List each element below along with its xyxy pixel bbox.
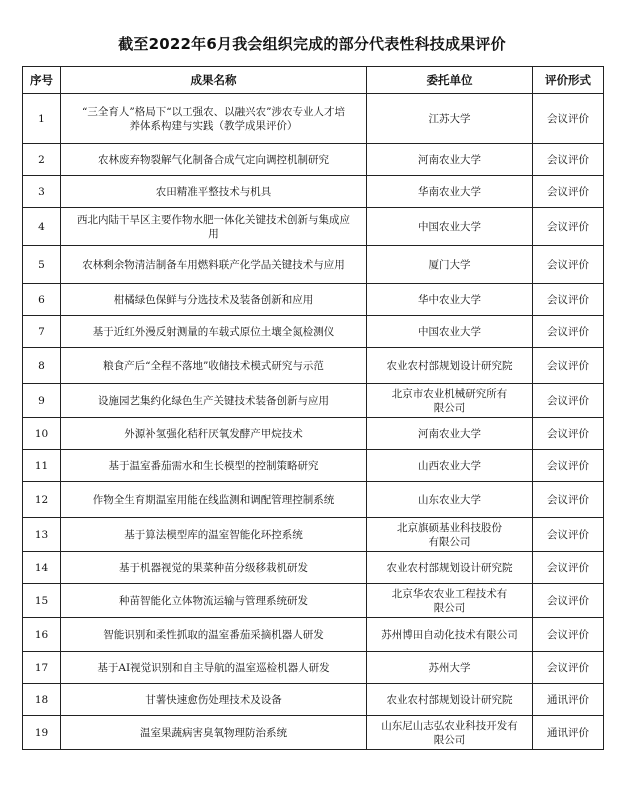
commissioning-org: 山东尼山志弘农业科技开发有限公司 xyxy=(381,719,518,746)
result-name-cell xyxy=(61,618,367,652)
evaluation-form-cell xyxy=(533,652,604,684)
evaluation-form-cell xyxy=(533,684,604,716)
result-name: 基于算法模型库的温室智能化环控系统 xyxy=(124,528,303,541)
evaluation-form-cell xyxy=(533,552,604,584)
table-row xyxy=(23,384,604,418)
result-name-cell xyxy=(61,716,367,750)
evaluation-form: 会议评价 xyxy=(547,359,589,372)
row-number-cell xyxy=(23,618,61,652)
commissioning-org: 河南农业大学 xyxy=(418,153,481,166)
header-org: 委托单位 xyxy=(367,67,533,94)
commissioning-org-cell xyxy=(367,482,533,518)
row-number: 6 xyxy=(38,293,45,306)
table-row xyxy=(23,450,604,482)
row-number: 9 xyxy=(38,394,45,407)
header-form: 评价形式 xyxy=(533,67,604,94)
row-number-cell xyxy=(23,584,61,618)
result-name-cell xyxy=(61,418,367,450)
header-no: 序号 xyxy=(23,67,61,94)
evaluation-form: 会议评价 xyxy=(547,628,589,641)
row-number-cell xyxy=(23,518,61,552)
result-name-cell xyxy=(61,144,367,176)
result-name: 西北内陆干旱区主要作物水肥一体化关键技术创新与集成应用 xyxy=(77,213,350,240)
result-name: 基于机器视觉的果菜种苗分级移栽机研发 xyxy=(119,561,308,574)
row-number-cell xyxy=(23,246,61,284)
row-number-cell xyxy=(23,176,61,208)
evaluation-form: 会议评价 xyxy=(547,427,589,440)
evaluation-form-cell xyxy=(533,208,604,246)
row-number: 2 xyxy=(38,153,45,166)
result-name: 甘薯快速愈伤处理技术及设备 xyxy=(145,693,282,706)
evaluation-form: 会议评价 xyxy=(547,493,589,506)
row-number: 7 xyxy=(38,325,45,338)
row-number: 10 xyxy=(34,427,49,440)
commissioning-org: 山西农业大学 xyxy=(418,459,481,472)
commissioning-org: 农业农村部规划设计研究院 xyxy=(386,561,513,574)
result-name-cell xyxy=(61,518,367,552)
commissioning-org-cell xyxy=(367,316,533,348)
result-name-cell xyxy=(61,552,367,584)
row-number-cell xyxy=(23,418,61,450)
evaluation-form: 会议评价 xyxy=(547,459,589,472)
row-number-cell xyxy=(23,94,61,144)
result-name: 农林剩余物清洁制备车用燃料联产化学品关键技术与应用 xyxy=(82,258,345,271)
result-name: 基于温室番茄需水和生长模型的控制策略研究 xyxy=(108,459,319,472)
result-name: 外源补氢强化秸秆厌氧发酵产甲烷技术 xyxy=(124,427,303,440)
row-number: 14 xyxy=(34,561,49,574)
commissioning-org: 华中农业大学 xyxy=(418,293,481,306)
commissioning-org-cell xyxy=(367,384,533,418)
table-row xyxy=(23,418,604,450)
result-name: 种苗智能化立体物流运输与管理系统研发 xyxy=(119,594,308,607)
row-number: 4 xyxy=(38,220,45,233)
result-name: 设施园艺集约化绿色生产关键技术装备创新与应用 xyxy=(98,394,329,407)
commissioning-org-cell xyxy=(367,684,533,716)
result-name: 智能识别和柔性抓取的温室番茄采摘机器人研发 xyxy=(103,628,324,641)
row-number-cell xyxy=(23,384,61,418)
table-row xyxy=(23,584,604,618)
row-number: 19 xyxy=(34,726,49,739)
row-number: 5 xyxy=(38,258,45,271)
evaluation-form-cell xyxy=(533,176,604,208)
row-number: 13 xyxy=(34,528,49,541)
table-row xyxy=(23,618,604,652)
commissioning-org: 华南农业大学 xyxy=(418,185,481,198)
commissioning-org-cell xyxy=(367,518,533,552)
evaluation-form-cell xyxy=(533,518,604,552)
evaluation-form: 会议评价 xyxy=(547,112,589,125)
table-row xyxy=(23,316,604,348)
evaluation-form: 会议评价 xyxy=(547,394,589,407)
evaluation-form: 会议评价 xyxy=(547,220,589,233)
commissioning-org: 农业农村部规划设计研究院 xyxy=(386,359,513,372)
evaluation-form: 会议评价 xyxy=(547,594,589,607)
row-number-cell xyxy=(23,652,61,684)
evaluation-form: 通讯评价 xyxy=(547,693,589,706)
commissioning-org: 厦门大学 xyxy=(428,258,471,271)
commissioning-org: 农业农村部规划设计研究院 xyxy=(386,693,513,706)
result-name-cell xyxy=(61,316,367,348)
result-name: 农林废弃物裂解气化制备合成气定向调控机制研究 xyxy=(98,153,329,166)
table-row xyxy=(23,652,604,684)
table-row xyxy=(23,716,604,750)
row-number-cell xyxy=(23,144,61,176)
evaluation-form: 会议评价 xyxy=(547,325,589,338)
commissioning-org: 北京华农农业工程技术有限公司 xyxy=(391,587,508,614)
row-number: 12 xyxy=(34,493,49,506)
row-number-cell xyxy=(23,552,61,584)
result-name-cell xyxy=(61,176,367,208)
table-row xyxy=(23,176,604,208)
commissioning-org: 江苏大学 xyxy=(428,112,471,125)
evaluation-form-cell xyxy=(533,144,604,176)
result-name: 温室果蔬病害臭氧物理防治系统 xyxy=(140,726,287,739)
results-table xyxy=(22,66,604,750)
commissioning-org: 苏州博田自动化技术有限公司 xyxy=(381,628,518,641)
result-name: 基于AI视觉识别和自主导航的温室巡检机器人研发 xyxy=(97,661,330,674)
evaluation-form-cell xyxy=(533,450,604,482)
commissioning-org: 北京旗硕基业科技股份有限公司 xyxy=(397,521,502,548)
row-number-cell xyxy=(23,684,61,716)
result-name-cell xyxy=(61,450,367,482)
table-row xyxy=(23,246,604,284)
commissioning-org-cell xyxy=(367,418,533,450)
commissioning-org-cell xyxy=(367,348,533,384)
result-name-cell xyxy=(61,94,367,144)
evaluation-form-cell xyxy=(533,348,604,384)
evaluation-form: 会议评价 xyxy=(547,561,589,574)
row-number-cell xyxy=(23,348,61,384)
table-header-row xyxy=(23,67,604,94)
row-number-cell xyxy=(23,284,61,316)
evaluation-form-cell xyxy=(533,716,604,750)
evaluation-form-cell xyxy=(533,94,604,144)
result-name: 粮食产后“全程不落地”收储技术模式研究与示范 xyxy=(103,359,324,372)
result-name-cell xyxy=(61,348,367,384)
table-row xyxy=(23,348,604,384)
row-number-cell xyxy=(23,208,61,246)
commissioning-org: 苏州大学 xyxy=(428,661,471,674)
row-number-cell xyxy=(23,316,61,348)
result-name: 农田精准平整技术与机具 xyxy=(155,185,272,198)
evaluation-form-cell xyxy=(533,316,604,348)
result-name-cell xyxy=(61,482,367,518)
commissioning-org-cell xyxy=(367,94,533,144)
result-name: 柑橘绿色保鲜与分选技术及装备创新和应用 xyxy=(113,293,314,306)
evaluation-form-cell xyxy=(533,384,604,418)
result-name-cell xyxy=(61,652,367,684)
evaluation-form: 会议评价 xyxy=(547,661,589,674)
commissioning-org: 河南农业大学 xyxy=(418,427,481,440)
evaluation-form-cell xyxy=(533,246,604,284)
commissioning-org: 北京市农业机械研究所有限公司 xyxy=(391,387,508,414)
table-row xyxy=(23,208,604,246)
row-number: 15 xyxy=(34,594,49,607)
result-name-cell xyxy=(61,584,367,618)
row-number: 8 xyxy=(38,359,45,372)
document-title: 截至2022年6月我会组织完成的部分代表性科技成果评价 xyxy=(118,35,506,53)
evaluation-form: 会议评价 xyxy=(547,293,589,306)
result-name: 基于近红外漫反射测量的车载式原位土壤全氮检测仪 xyxy=(92,325,335,338)
evaluation-form: 会议评价 xyxy=(547,258,589,271)
table-row xyxy=(23,684,604,716)
row-number-cell xyxy=(23,482,61,518)
header-name: 成果名称 xyxy=(61,67,367,94)
table-row xyxy=(23,482,604,518)
commissioning-org-cell xyxy=(367,652,533,684)
row-number: 18 xyxy=(34,693,49,706)
evaluation-form-cell xyxy=(533,418,604,450)
commissioning-org-cell xyxy=(367,144,533,176)
result-name: “三全育人”格局下“以工强农、以融兴农”涉农专业人才培养体系构建与实践（教学成果评价） xyxy=(82,105,345,132)
table-row xyxy=(23,552,604,584)
evaluation-form-cell xyxy=(533,618,604,652)
commissioning-org-cell xyxy=(367,176,533,208)
table-row xyxy=(23,144,604,176)
commissioning-org-cell xyxy=(367,450,533,482)
evaluation-form-cell xyxy=(533,482,604,518)
row-number: 1 xyxy=(38,112,45,125)
commissioning-org: 山东农业大学 xyxy=(418,493,481,506)
commissioning-org-cell xyxy=(367,552,533,584)
commissioning-org-cell xyxy=(367,284,533,316)
row-number-cell xyxy=(23,716,61,750)
commissioning-org-cell xyxy=(367,246,533,284)
commissioning-org-cell xyxy=(367,208,533,246)
evaluation-form: 会议评价 xyxy=(547,185,589,198)
evaluation-form: 会议评价 xyxy=(547,153,589,166)
evaluation-form-cell xyxy=(533,584,604,618)
commissioning-org: 中国农业大学 xyxy=(418,220,481,233)
commissioning-org-cell xyxy=(367,584,533,618)
row-number: 16 xyxy=(34,628,49,641)
result-name-cell xyxy=(61,246,367,284)
table-row xyxy=(23,94,604,144)
commissioning-org: 中国农业大学 xyxy=(418,325,481,338)
row-number: 3 xyxy=(38,185,45,198)
row-number: 17 xyxy=(34,661,49,674)
table-row xyxy=(23,518,604,552)
commissioning-org-cell xyxy=(367,716,533,750)
result-name-cell xyxy=(61,684,367,716)
table-body xyxy=(23,94,604,750)
evaluation-form: 会议评价 xyxy=(547,528,589,541)
result-name-cell xyxy=(61,208,367,246)
result-name-cell xyxy=(61,284,367,316)
result-name: 作物全生育期温室用能在线监测和调配管理控制系统 xyxy=(92,493,335,506)
row-number-cell xyxy=(23,450,61,482)
row-number: 11 xyxy=(34,459,49,472)
evaluation-form: 通讯评价 xyxy=(547,726,589,739)
commissioning-org-cell xyxy=(367,618,533,652)
result-name-cell xyxy=(61,384,367,418)
evaluation-form-cell xyxy=(533,284,604,316)
table-row xyxy=(23,284,604,316)
